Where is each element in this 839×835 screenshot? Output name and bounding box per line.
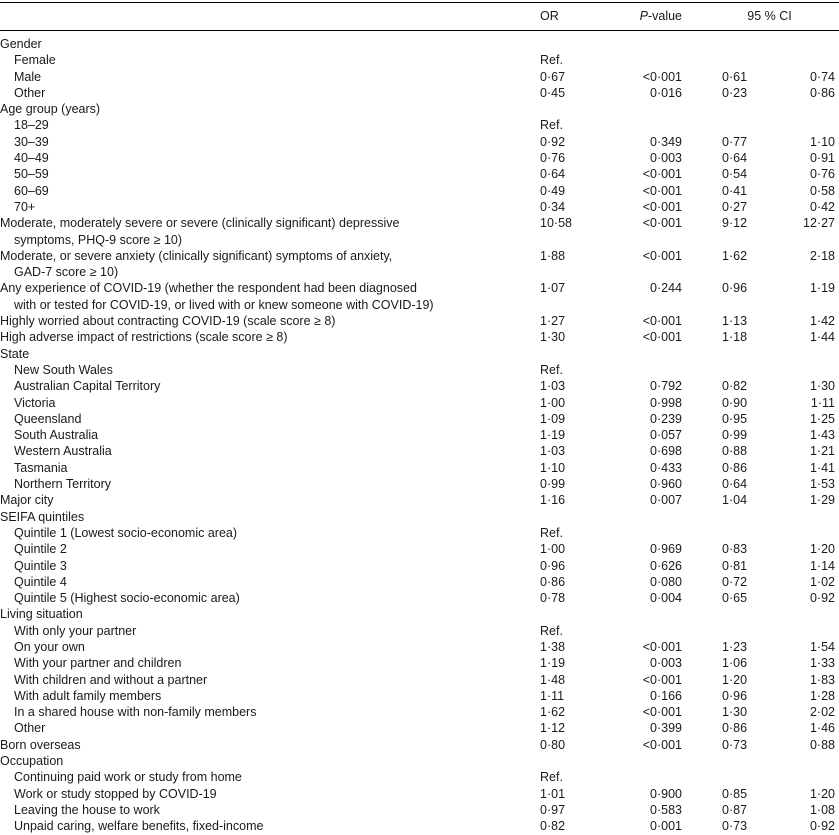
cell-ci-upper: 1·33 <box>809 656 835 671</box>
cell-or: 0·86 <box>540 574 566 589</box>
cell-ci-lower: 1·62 <box>722 248 748 263</box>
cell-ci-upper: 1·83 <box>809 672 835 687</box>
cell-or: Ref. <box>540 525 563 540</box>
cell-ci-upper: 0·92 <box>809 819 835 834</box>
cell-p-value: 0·007 <box>650 493 682 508</box>
cell-or: Ref. <box>540 53 563 68</box>
cell-or: 1·88 <box>540 248 566 263</box>
table-row <box>0 411 839 427</box>
cell-ci-upper: 1·10 <box>809 134 835 149</box>
cell-or: 1·07 <box>540 281 566 296</box>
table-row <box>0 36 839 52</box>
row-label <box>0 346 530 362</box>
table-row <box>0 248 839 281</box>
row-label <box>14 460 530 476</box>
row-label-line: South Australia <box>14 428 99 443</box>
cell-p-value: 0·004 <box>650 591 682 606</box>
table-row <box>0 443 839 459</box>
row-label <box>14 150 530 166</box>
cell-p-value: 0·698 <box>650 444 682 459</box>
cell-ci-upper: 1·44 <box>809 330 835 345</box>
row-label <box>0 509 530 525</box>
row-label <box>0 753 530 769</box>
row-label <box>14 590 530 606</box>
row-label <box>0 101 530 117</box>
cell-or: 1·16 <box>540 493 566 508</box>
row-label-continuation: symptoms, PHQ-9 score ≥ 10) <box>14 232 183 247</box>
cell-p-value: <0·001 <box>642 199 682 214</box>
cell-or: 1·62 <box>540 705 566 720</box>
cell-or: 0·96 <box>540 558 566 573</box>
cell-ci-lower: 1·18 <box>722 330 748 345</box>
cell-ci-upper: 2·02 <box>809 705 835 720</box>
cell-or: 1·01 <box>540 786 566 801</box>
cell-p-value: 0·998 <box>650 395 682 410</box>
cell-or: 0·78 <box>540 591 566 606</box>
header-p-italic: P <box>639 9 648 23</box>
table-row <box>0 606 839 622</box>
row-label-line: Queensland <box>14 411 82 426</box>
row-label-line: Occupation <box>0 754 64 769</box>
row-label <box>14 69 530 85</box>
cell-p-value: 0·001 <box>650 819 682 834</box>
table-row <box>0 101 839 117</box>
cell-ci-lower: 0·77 <box>722 134 748 149</box>
row-label <box>14 476 530 492</box>
top-rule <box>0 2 839 3</box>
cell-p-value: 0·583 <box>650 802 682 817</box>
cell-ci-lower: 0·64 <box>722 477 748 492</box>
row-label <box>14 541 530 557</box>
cell-p-value: 0·080 <box>650 574 682 589</box>
table-row <box>0 639 839 655</box>
cell-ci-upper: 1·53 <box>809 477 835 492</box>
row-label-line: Continuing paid work or study from home <box>14 770 242 785</box>
row-label-line: Age group (years) <box>0 102 101 117</box>
row-label-line: Tasmania <box>14 460 68 475</box>
row-label-line: Female <box>14 53 56 68</box>
table-row <box>0 786 839 802</box>
row-label-line: 40–49 <box>14 151 49 166</box>
cell-or: 0·82 <box>540 819 566 834</box>
table-row <box>0 199 839 215</box>
row-label <box>0 606 530 622</box>
table-row <box>0 378 839 394</box>
cell-ci-upper: 1·46 <box>809 721 835 736</box>
row-label-line: Moderate, or severe anxiety (clinically significant) symptoms of anxiety, <box>0 248 393 263</box>
row-label <box>0 36 530 52</box>
cell-ci-upper: 0·92 <box>809 591 835 606</box>
cell-p-value: <0·001 <box>642 183 682 198</box>
table-row <box>0 150 839 166</box>
cell-or: Ref. <box>540 770 563 785</box>
row-label-line: Work or study stopped by COVID-19 <box>14 786 217 801</box>
row-label-line: With children and without a partner <box>14 672 208 687</box>
table-row <box>0 280 839 313</box>
table-row <box>0 509 839 525</box>
cell-p-value: 0·900 <box>650 786 682 801</box>
cell-p-value: <0·001 <box>642 314 682 329</box>
row-label-line: Quintile 4 <box>14 574 67 589</box>
cell-ci-upper: 1·42 <box>809 314 835 329</box>
cell-p-value: 0·433 <box>650 460 682 475</box>
row-label-line: Gender <box>0 37 42 51</box>
cell-ci-upper: 1·29 <box>809 493 835 508</box>
cell-p-value: 0·349 <box>650 134 682 149</box>
table-row <box>0 753 839 769</box>
cell-ci-upper: 1·30 <box>809 379 835 394</box>
row-label-line: Other <box>14 85 46 100</box>
cell-ci-upper: 2·18 <box>809 248 835 263</box>
table-row <box>0 558 839 574</box>
cell-ci-lower: 0·64 <box>722 151 748 166</box>
cell-p-value: 0·244 <box>650 281 682 296</box>
cell-or: 0·45 <box>540 85 566 100</box>
row-label-line: With your partner and children <box>14 656 182 671</box>
row-label <box>14 362 530 378</box>
row-label-line: Victoria <box>14 395 56 410</box>
table-row <box>0 395 839 411</box>
cell-ci-upper: 1·19 <box>809 281 835 296</box>
table-row <box>0 590 839 606</box>
row-label <box>14 427 530 443</box>
cell-p-value: 0·003 <box>650 656 682 671</box>
cell-ci-lower: 0·90 <box>722 395 748 410</box>
row-label-line: Moderate, moderately severe or severe (clinically significant) depressive <box>0 216 400 231</box>
cell-or: 1·48 <box>540 672 566 687</box>
row-label <box>14 134 530 150</box>
row-label <box>14 574 530 590</box>
row-label-line: SEIFA quintiles <box>0 509 85 524</box>
cell-ci-upper: 1·25 <box>809 411 835 426</box>
table-row <box>0 85 839 101</box>
table-row <box>0 52 839 68</box>
row-label-line: Australian Capital Territory <box>14 379 161 394</box>
row-label-line: Living situation <box>0 607 83 622</box>
row-label <box>14 623 530 639</box>
row-label-line: 60–69 <box>14 183 49 198</box>
header-rule <box>0 30 839 31</box>
header-p-value <box>600 6 682 26</box>
row-label-line: Northern Territory <box>14 477 112 492</box>
table-row <box>0 802 839 818</box>
table-row <box>0 769 839 785</box>
row-label <box>14 52 530 68</box>
table-row <box>0 492 839 508</box>
cell-p-value: <0·001 <box>642 248 682 263</box>
row-label <box>14 166 530 182</box>
cell-ci-lower: 1·13 <box>722 314 748 329</box>
row-label <box>0 248 530 281</box>
cell-ci-lower: 0·82 <box>722 379 748 394</box>
row-label-line: Leaving the house to work <box>14 802 160 817</box>
cell-ci-upper: 1·20 <box>809 786 835 801</box>
cell-ci-lower: 1·04 <box>722 493 748 508</box>
row-label <box>14 378 530 394</box>
cell-ci-upper: 1·20 <box>809 542 835 557</box>
row-label-line: With only your partner <box>14 623 137 638</box>
cell-or: 1·03 <box>540 379 566 394</box>
cell-ci-upper: 0·74 <box>809 69 835 84</box>
table-row <box>0 476 839 492</box>
header-ci: 95 % CI <box>747 9 792 23</box>
row-label <box>14 786 530 802</box>
cell-or: 1·03 <box>540 444 566 459</box>
cell-ci-lower: 0·87 <box>722 802 748 817</box>
cell-p-value: <0·001 <box>642 330 682 345</box>
row-label <box>14 802 530 818</box>
row-label <box>0 280 530 313</box>
table-row <box>0 329 839 345</box>
row-label-line: Highly worried about contracting COVID-19 (scale score ≥ 8) <box>0 314 336 329</box>
row-label <box>14 655 530 671</box>
table-row <box>0 166 839 182</box>
table-row <box>0 704 839 720</box>
cell-ci-upper: 0·91 <box>809 151 835 166</box>
cell-or: 1·30 <box>540 330 566 345</box>
table-row <box>0 460 839 476</box>
cell-ci-upper: 1·08 <box>809 802 835 817</box>
table-row <box>0 737 839 753</box>
cell-ci-lower: 1·06 <box>722 656 748 671</box>
cell-or: 0·67 <box>540 69 566 84</box>
table-row <box>0 525 839 541</box>
table-row <box>0 313 839 329</box>
cell-ci-lower: 0·23 <box>722 85 748 100</box>
header-or: OR <box>540 9 559 23</box>
cell-p-value: <0·001 <box>642 639 682 654</box>
table-row <box>0 69 839 85</box>
cell-or: 1·12 <box>540 721 566 736</box>
row-label <box>14 818 530 834</box>
cell-ci-upper: 0·76 <box>809 167 835 182</box>
cell-or: 0·49 <box>540 183 566 198</box>
row-label-line: Male <box>14 69 42 84</box>
cell-or: 0·64 <box>540 167 566 182</box>
row-label <box>0 329 530 345</box>
cell-ci-upper: 0·86 <box>809 85 835 100</box>
row-label <box>14 411 530 427</box>
cell-p-value: 0·960 <box>650 477 682 492</box>
cell-ci-lower: 0·72 <box>722 574 748 589</box>
cell-p-value: <0·001 <box>642 167 682 182</box>
cell-ci-lower: 0·86 <box>722 721 748 736</box>
cell-or: 0·97 <box>540 802 566 817</box>
cell-p-value: 0·626 <box>650 558 682 573</box>
table-row <box>0 720 839 736</box>
table-row <box>0 183 839 199</box>
cell-or: 0·80 <box>540 737 566 752</box>
cell-ci-lower: 0·65 <box>722 591 748 606</box>
cell-ci-upper: 12·27 <box>803 216 835 231</box>
row-label-line: With adult family members <box>14 688 162 703</box>
cell-ci-upper: 1·28 <box>809 688 835 703</box>
cell-ci-lower: 0·86 <box>722 460 748 475</box>
cell-ci-lower: 9·12 <box>722 216 748 231</box>
row-label-line: On your own <box>14 639 85 654</box>
cell-p-value: 0·016 <box>650 85 682 100</box>
cell-p-value: <0·001 <box>642 216 682 231</box>
table-row <box>0 574 839 590</box>
row-label-line: Born overseas <box>0 737 81 752</box>
row-label <box>14 183 530 199</box>
cell-or: Ref. <box>540 362 563 377</box>
cell-ci-lower: 0·27 <box>722 199 748 214</box>
row-label-line: New South Wales <box>14 362 113 377</box>
row-label <box>0 215 530 248</box>
cell-ci-lower: 0·85 <box>722 786 748 801</box>
cell-or: Ref. <box>540 118 563 133</box>
table-row <box>0 117 839 133</box>
cell-ci-lower: 0·61 <box>722 69 748 84</box>
row-label <box>0 737 530 753</box>
cell-p-value: <0·001 <box>642 705 682 720</box>
cell-ci-lower: 0·96 <box>722 688 748 703</box>
table-row <box>0 346 839 362</box>
row-label <box>14 199 530 215</box>
cell-ci-lower: 0·88 <box>722 444 748 459</box>
cell-ci-upper: 1·54 <box>809 639 835 654</box>
cell-ci-upper: 1·41 <box>809 460 835 475</box>
table-row <box>0 427 839 443</box>
cell-or: 1·09 <box>540 411 566 426</box>
cell-p-value: 0·399 <box>650 721 682 736</box>
cell-ci-upper: 0·58 <box>809 183 835 198</box>
cell-or: 0·76 <box>540 151 566 166</box>
cell-or: 1·19 <box>540 656 566 671</box>
table-row <box>0 362 839 378</box>
row-label-line: Other <box>14 721 46 736</box>
cell-ci-upper: 1·43 <box>809 428 835 443</box>
cell-ci-lower: 0·81 <box>722 558 748 573</box>
cell-ci-lower: 0·73 <box>722 737 748 752</box>
cell-ci-lower: 0·41 <box>722 183 748 198</box>
table-row <box>0 134 839 150</box>
row-label-continuation: with or tested for COVID-19, or lived with or knew someone with COVID-19) <box>14 297 434 312</box>
cell-ci-upper: 1·14 <box>809 558 835 573</box>
row-label-line: Any experience of COVID-19 (whether the respondent had been diagnosed <box>0 281 417 296</box>
cell-p-value: <0·001 <box>642 672 682 687</box>
cell-or: 1·27 <box>540 314 566 329</box>
table-row <box>0 655 839 671</box>
row-label-line: Unpaid caring, welfare benefits, fixed-income <box>14 819 264 834</box>
table-row <box>0 541 839 557</box>
cell-ci-upper: 1·21 <box>809 444 835 459</box>
cell-p-value: 0·969 <box>650 542 682 557</box>
cell-ci-lower: 0·73 <box>722 819 748 834</box>
row-label <box>14 769 530 785</box>
cell-p-value: 0·792 <box>650 379 682 394</box>
cell-p-value: 0·003 <box>650 151 682 166</box>
row-label-line: Western Australia <box>14 444 112 459</box>
row-label-line: Quintile 5 (Highest socio-economic area) <box>14 591 240 606</box>
table-row <box>0 623 839 639</box>
row-label <box>14 558 530 574</box>
table-row <box>0 215 839 248</box>
row-label-line: Quintile 1 (Lowest socio-economic area) <box>14 525 238 540</box>
cell-or: 0·99 <box>540 477 566 492</box>
row-label <box>14 720 530 736</box>
row-label <box>0 492 530 508</box>
row-label-line: 50–59 <box>14 167 49 182</box>
row-label <box>14 688 530 704</box>
cell-ci-lower: 0·96 <box>722 281 748 296</box>
cell-or: 10·58 <box>540 216 572 231</box>
cell-or: 0·34 <box>540 199 566 214</box>
table-row <box>0 688 839 704</box>
row-label <box>14 117 530 133</box>
cell-or: 1·10 <box>540 460 566 475</box>
row-label-line: State <box>0 346 30 361</box>
cell-ci-lower: 1·30 <box>722 705 748 720</box>
cell-or: 0·92 <box>540 134 566 149</box>
cell-or: Ref. <box>540 623 563 638</box>
table-row <box>0 672 839 688</box>
cell-ci-upper: 1·11 <box>810 395 835 410</box>
cell-ci-upper: 0·88 <box>809 737 835 752</box>
row-label-line: 70+ <box>14 199 36 214</box>
cell-p-value: <0·001 <box>642 69 682 84</box>
row-label-line: 18–29 <box>14 118 49 133</box>
row-label <box>14 525 530 541</box>
cell-ci-lower: 0·54 <box>722 167 748 182</box>
cell-ci-lower: 1·23 <box>722 639 748 654</box>
cell-ci-lower: 0·83 <box>722 542 748 557</box>
cell-p-value: 0·239 <box>650 411 682 426</box>
cell-or: 1·38 <box>540 639 566 654</box>
row-label <box>14 395 530 411</box>
cell-ci-lower: 0·99 <box>722 428 748 443</box>
row-label <box>14 85 530 101</box>
row-label-line: Quintile 2 <box>14 542 67 557</box>
cell-p-value: 0·166 <box>650 688 682 703</box>
cell-or: 1·19 <box>540 428 566 443</box>
row-label-line: 30–39 <box>14 134 49 149</box>
table-body <box>0 36 839 835</box>
row-label-continuation: GAD-7 score ≥ 10) <box>14 265 119 280</box>
row-label-line: High adverse impact of restrictions (scale score ≥ 8) <box>0 330 288 345</box>
table-row <box>0 818 839 834</box>
row-label <box>14 704 530 720</box>
header-p-rest: -value <box>647 9 682 23</box>
cell-ci-lower: 0·95 <box>722 411 748 426</box>
cell-p-value: 0·057 <box>650 428 682 443</box>
cell-or: 1·00 <box>540 395 566 410</box>
cell-or: 1·00 <box>540 542 566 557</box>
row-label <box>0 313 530 329</box>
row-label <box>14 672 530 688</box>
cell-ci-upper: 1·02 <box>809 574 835 589</box>
row-label <box>14 639 530 655</box>
cell-ci-lower: 1·20 <box>722 672 748 687</box>
cell-ci-upper: 0·42 <box>809 199 835 214</box>
row-label <box>14 443 530 459</box>
cell-p-value: <0·001 <box>642 737 682 752</box>
row-label-line: Quintile 3 <box>14 558 67 573</box>
row-label-line: Major city <box>0 493 54 508</box>
cell-or: 1·11 <box>540 688 565 703</box>
row-label-line: In a shared house with non-family members <box>14 705 257 720</box>
